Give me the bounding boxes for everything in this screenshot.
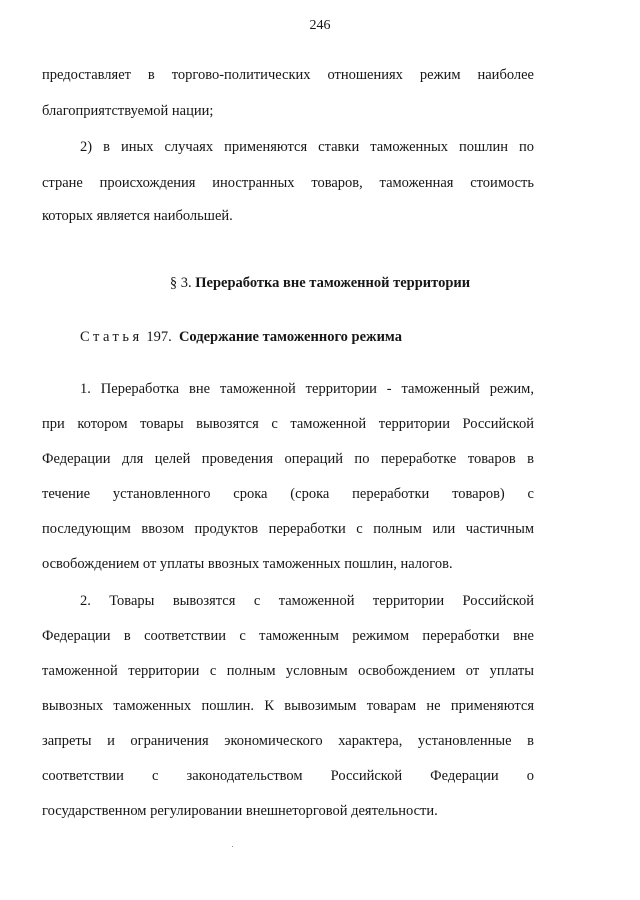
text-line: государственном регулировании внешнеторговой деятельности. — [42, 803, 438, 819]
text-line: стране происхождения иностранных товаров, таможенная стоимость — [42, 175, 534, 191]
section-heading — [0, 274, 640, 292]
text-line: последующим ввозом продуктов переработки с полным или частичным — [42, 521, 534, 537]
text-line: Федерации для целей проведения операций по переработке товаров в — [42, 451, 534, 467]
text-line: предоставляет в торгово-политических отношениях режим наиболее — [42, 67, 534, 83]
section-title: Переработка вне таможенной территории — [195, 275, 471, 291]
scan-speck — [232, 846, 233, 847]
text-line: благоприятствуемой нации; — [42, 103, 214, 119]
text-line: таможенной территории с полным условным освобождением от уплаты — [42, 663, 534, 679]
text-line: 1. Переработка вне таможенной территории - таможенный режим, — [80, 381, 534, 397]
page-number: 246 — [309, 18, 331, 33]
text-line: течение установленного срока (срока переработки товаров) с — [42, 486, 534, 502]
text-line: вывозных таможенных пошлин. К вывозимым товарам не применяются — [42, 698, 534, 714]
article-label: Статья — [80, 329, 143, 345]
article-number: 197. — [146, 329, 172, 345]
text-line: Федерации в соответствии с таможенным режимом переработки вне — [42, 628, 534, 644]
text-line: освобождением от уплаты ввозных таможенных пошлин, налогов. — [42, 556, 453, 572]
text-line: 2) в иных случаях применяются ставки таможенных пошлин по — [80, 139, 534, 155]
text-line: 2. Товары вывозятся с таможенной территории Российской — [80, 593, 534, 609]
article-heading — [80, 328, 402, 346]
text-line: при котором товары вывозятся с таможенной территории Российской — [42, 416, 534, 432]
text-line: запреты и ограничения экономического характера, установленные в — [42, 733, 534, 749]
article-title: Содержание таможенного режима — [178, 329, 402, 345]
text-line: соответствии с законодательством Российской Федерации о — [42, 768, 534, 784]
section-prefix: § 3. — [169, 275, 192, 291]
text-line: которых является наибольшей. — [42, 208, 233, 224]
